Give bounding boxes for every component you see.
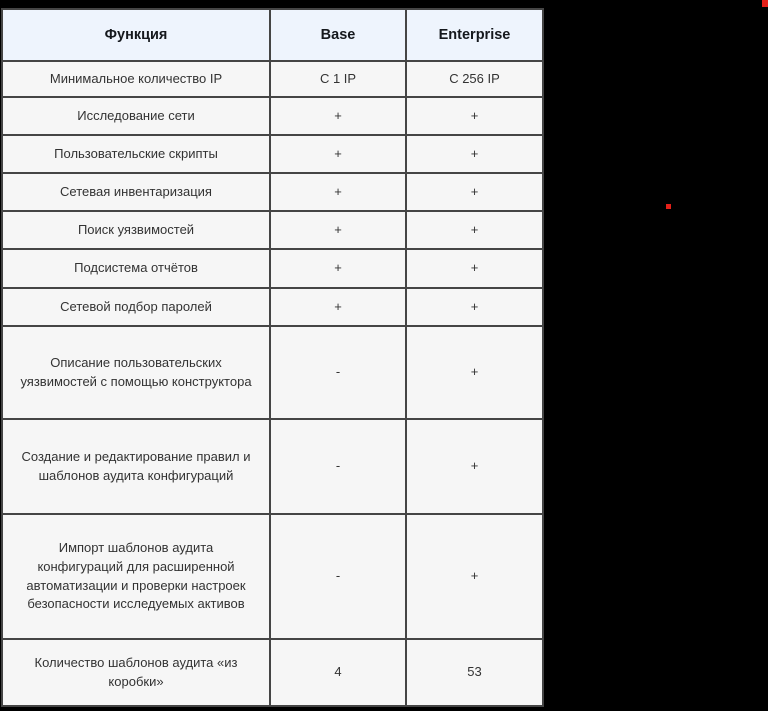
enterprise-cell: + bbox=[406, 173, 543, 211]
table-row bbox=[2, 514, 543, 639]
table-row bbox=[2, 326, 543, 419]
base-cell: - bbox=[270, 326, 406, 419]
enterprise-cell: С 256 IP bbox=[406, 61, 543, 97]
table-row bbox=[2, 419, 543, 514]
table-header bbox=[2, 9, 543, 61]
red-square-marker bbox=[666, 204, 671, 209]
base-cell: + bbox=[270, 173, 406, 211]
table-row bbox=[2, 173, 543, 211]
base-cell: + bbox=[270, 249, 406, 288]
feature-comparison-table bbox=[1, 8, 544, 707]
feature-cell: Описание пользовательских уязвимостей с помощью конструктора bbox=[2, 326, 270, 419]
feature-comparison-table-wrap bbox=[1, 8, 542, 707]
table-row bbox=[2, 639, 543, 706]
feature-cell: Пользовательские скрипты bbox=[2, 135, 270, 173]
corner-red-square-marker bbox=[762, 0, 768, 7]
table-body bbox=[2, 61, 543, 706]
feature-cell: Поиск уязвимостей bbox=[2, 211, 270, 249]
feature-cell: Сетевой подбор паролей bbox=[2, 288, 270, 326]
feature-cell: Сетевая инвентаризация bbox=[2, 173, 270, 211]
column-header-enterprise: Enterprise bbox=[406, 9, 543, 61]
base-cell: + bbox=[270, 211, 406, 249]
enterprise-cell: + bbox=[406, 288, 543, 326]
base-cell: + bbox=[270, 97, 406, 135]
feature-cell: Подсистема отчётов bbox=[2, 249, 270, 288]
enterprise-cell: + bbox=[406, 135, 543, 173]
enterprise-cell: + bbox=[406, 97, 543, 135]
base-cell: + bbox=[270, 288, 406, 326]
enterprise-cell: + bbox=[406, 514, 543, 639]
column-header-feature: Функция bbox=[2, 9, 270, 61]
table-row bbox=[2, 211, 543, 249]
feature-cell: Количество шаблонов аудита «из коробки» bbox=[2, 639, 270, 706]
table-row bbox=[2, 288, 543, 326]
base-cell: - bbox=[270, 419, 406, 514]
table-row bbox=[2, 135, 543, 173]
column-header-base: Base bbox=[270, 9, 406, 61]
table-row bbox=[2, 249, 543, 288]
base-cell: С 1 IP bbox=[270, 61, 406, 97]
feature-cell: Создание и редактирование правил и шаблонов аудита конфигураций bbox=[2, 419, 270, 514]
enterprise-cell: + bbox=[406, 326, 543, 419]
feature-cell: Минимальное количество IP bbox=[2, 61, 270, 97]
feature-cell: Импорт шаблонов аудита конфигураций для расширенной автоматизации и проверки настроек безопасности исследуемых активов bbox=[2, 514, 270, 639]
table-row bbox=[2, 61, 543, 97]
base-cell: 4 bbox=[270, 639, 406, 706]
enterprise-cell: + bbox=[406, 211, 543, 249]
enterprise-cell: 53 bbox=[406, 639, 543, 706]
base-cell: - bbox=[270, 514, 406, 639]
base-cell: + bbox=[270, 135, 406, 173]
enterprise-cell: + bbox=[406, 419, 543, 514]
header-row bbox=[2, 9, 543, 61]
table-row bbox=[2, 97, 543, 135]
enterprise-cell: + bbox=[406, 249, 543, 288]
feature-cell: Исследование сети bbox=[2, 97, 270, 135]
